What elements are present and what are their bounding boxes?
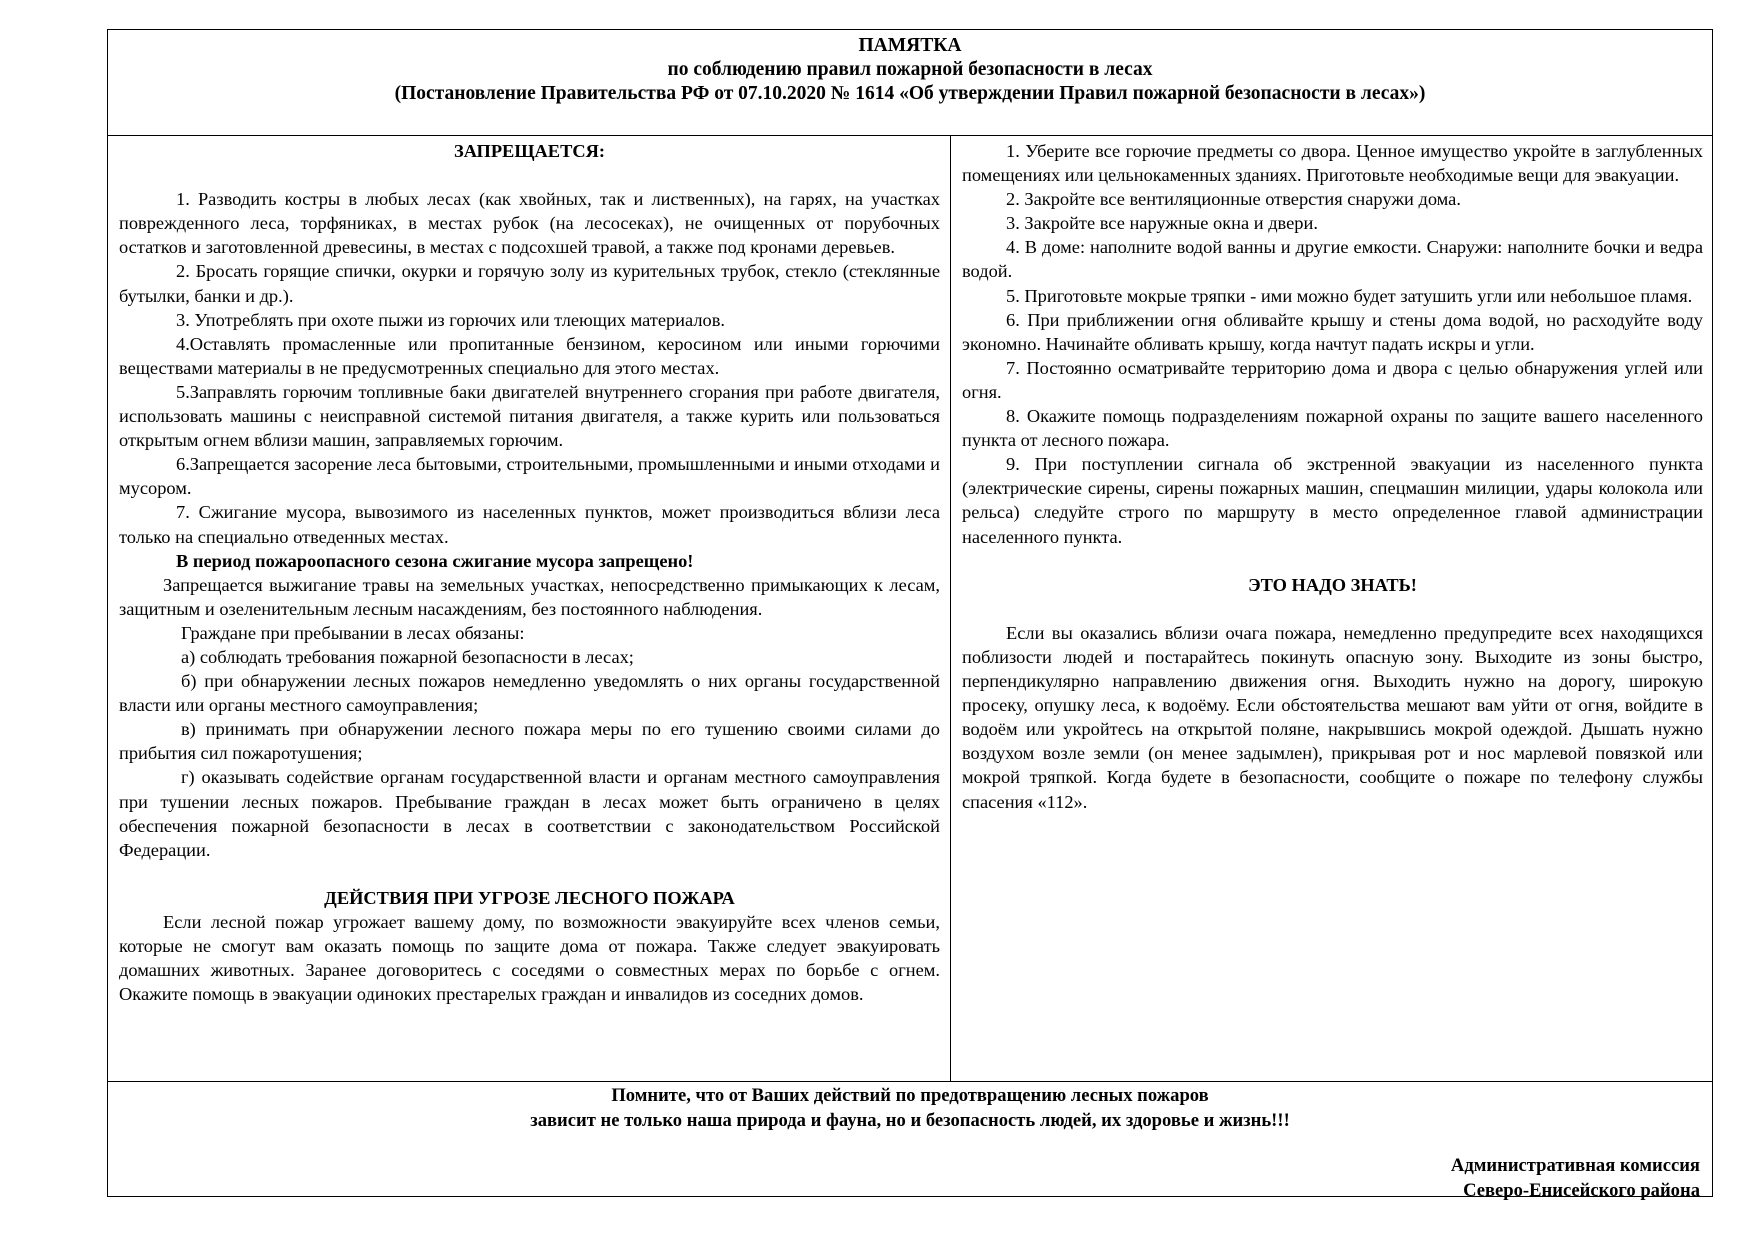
burning-text: Запрещается выжигание травы на земельных участках, непосредственно примыкающих к лесам, защитным и озеленительным лесным насаждениям, без постоянного наблюдения.	[119, 574, 940, 619]
prohibited-item: 2. Бросать горящие спички, окурки и горячую золу из курительных трубок, стекло (стеклянные бутылки, банки и др.).	[119, 261, 940, 306]
memo-body	[108, 136, 1712, 1082]
threat-text: Если лесной пожар угрожает вашему дому, по возможности эвакуируйте всех членов семьи, которые не смогут вам оказать помощь по защите дома от пожара. Также следует эвакуировать домашних животных. Заранее договоритесь с соседями о совместных мерах по борьбе с огнем. Окажите помощь в эвакуации одиноких престарелых граждан и инвалидов из соседних домов.	[119, 912, 940, 1005]
action-item: 5. Приготовьте мокрые тряпки - ими можно будет затушить угли или небольшое пламя.	[1006, 285, 1693, 306]
action-item: 1. Уберите все горючие предметы со двора. Ценное имущество укройте в заглубленных помещениях или цельнокаменных зданиях. Приготовьте необходимые вещи для эвакуации.	[962, 141, 1703, 186]
signature-line-2: Северо-Енисейского района	[1463, 1179, 1700, 1201]
memo-footer	[108, 1082, 1712, 1201]
action-item: 8. Окажите помощь подразделениям пожарной охраны по защите вашего населенного пункта от лесного пожара.	[962, 406, 1703, 451]
memo-subtitle: по соблюдению правил пожарной безопасности в лесах	[667, 59, 1153, 80]
memo-decree: (Постановление Правительства РФ от 07.10.2020 № 1614 «Об утверждении Правил пожарной безопасности в лесах»)	[394, 83, 1426, 104]
memo-title: ПАМЯТКА	[858, 35, 962, 56]
action-item: 7. Постоянно осматривайте территорию дома и двора с целью обнаружения углей или огня.	[962, 357, 1703, 402]
prohibited-item: 6.Запрещается засорение леса бытовыми, строительными, промышленными и иными отходами и мусором.	[119, 454, 940, 499]
footer-line-2: зависит не только наша природа и фауна, но и безопасность людей, их здоровье и жизнь!!!	[530, 1109, 1290, 1131]
prohibited-item: 1. Разводить костры в любых лесах (как хвойных, так и лиственных), на гарях, на участках поврежденного леса, торфяниках, в местах рубок (на лесосеках), не очищенных от порубочных остатков и заготовленной древесины, в местах с подсохшей травой, а также под кронами деревьев.	[119, 189, 940, 258]
action-item: 3. Закройте все наружные окна и двери.	[1006, 213, 1318, 234]
duties-intro: Граждане при пребывании в лесах обязаны:	[181, 622, 525, 643]
know-text: Если вы оказались вблизи очага пожара, немедленно предупредите всех находящихся поблизости людей и постарайтесь покинуть опасную зону. Выходите из зоны быстро, перпендикулярно направлению движения огня. Выходить нужно на дорогу, широкую просеку, опушку леса, к водоёму. Если обстоятельства мешают вам уйти от огня, войдите в водоём или укройтесь на открытой поляне, накрывшись мокрой одеждой. Дышать нужно воздухом возле земли (он менее задымлен), прикрывая рот и нос марлевой повязкой или мокрой тряпкой. Когда будете в безопасности, сообщите о пожаре по телефону службы спасения «112».	[962, 622, 1703, 812]
action-item: 9. При поступлении сигнала об экстренной эвакуации из населенного пункта (электрические сирены, сирены пожарных машин, спецмашин милиции, удары колокола или рельса) следуйте строго по маршруту в место определенное главой администрации населенного пункта.	[962, 454, 1703, 547]
action-item: 4. В доме: наполните водой ванны и другие емкости. Снаружи: наполните бочки и ведра водой.	[962, 237, 1703, 282]
prohibited-heading: ЗАПРЕЩАЕТСЯ:	[453, 141, 606, 161]
prohibited-item: 4.Оставлять промасленные или пропитанные бензином, керосином или иными горючими веществами материалы в не предусмотренных специально для этого местах.	[119, 333, 940, 378]
threat-heading: ДЕЙСТВИЯ ПРИ УГРОЗЕ ЛЕСНОГО ПОЖАРА	[324, 887, 735, 908]
left-column	[108, 136, 951, 1081]
duty-item: г) оказывать содействие органам государственной власти и органам местного самоуправления при тушении лесных пожаров. Пребывание граждан в лесах может быть ограничено в целях обеспечения пожарной безопасности в лесах в соответствии с законодательством Российской Федерации.	[119, 767, 940, 860]
season-note: В период пожароопасного сезона сжигание мусора запрещено!	[176, 550, 694, 571]
duty-item: в) принимать при обнаружении лесного пожара меры по его тушению своими силами до прибытия сил пожаротушения;	[119, 719, 940, 764]
signature-line-1: Административная комиссия	[1450, 1155, 1700, 1176]
duty-item: а) соблюдать требования пожарной безопасности в лесах;	[181, 646, 634, 667]
action-item: 2. Закройте все вентиляционные отверстия снаружи дома.	[1006, 189, 1461, 210]
prohibited-item: 5.Заправлять горючим топливные баки двигателей внутреннего сгорания при работе двигателя, использовать машины с неисправной системой питания двигателя, а также курить или пользоваться открытым огнем вблизи машин, заправляемых горючим.	[119, 381, 940, 451]
prohibited-item: 7. Сжигание мусора, вывозимого из населенных пунктов, может производиться вблизи леса только на специально отведенных местах.	[119, 502, 940, 547]
footer-line-1: Помните, что от Ваших действий по предотвращению лесных пожаров	[611, 1085, 1209, 1106]
memo-frame	[107, 29, 1713, 1201]
action-item: 6. При приближении огня обливайте крышу и стены дома водой, но расходуйте воду экономно. Начинайте обливать крышу, когда начтут падать искры и угли.	[962, 309, 1703, 354]
know-heading: ЭТО НАДО ЗНАТЬ!	[1248, 574, 1417, 595]
memo-header	[108, 30, 1712, 136]
duty-item: б) при обнаружении лесных пожаров немедленно уведомлять о них органы государственной власти или органы местного самоуправления;	[119, 671, 940, 716]
right-column	[951, 136, 1714, 1081]
prohibited-item: 3. Употреблять при охоте пыжи из горючих или тлеющих материалов.	[176, 309, 725, 330]
signature-block	[1451, 1154, 1700, 1203]
